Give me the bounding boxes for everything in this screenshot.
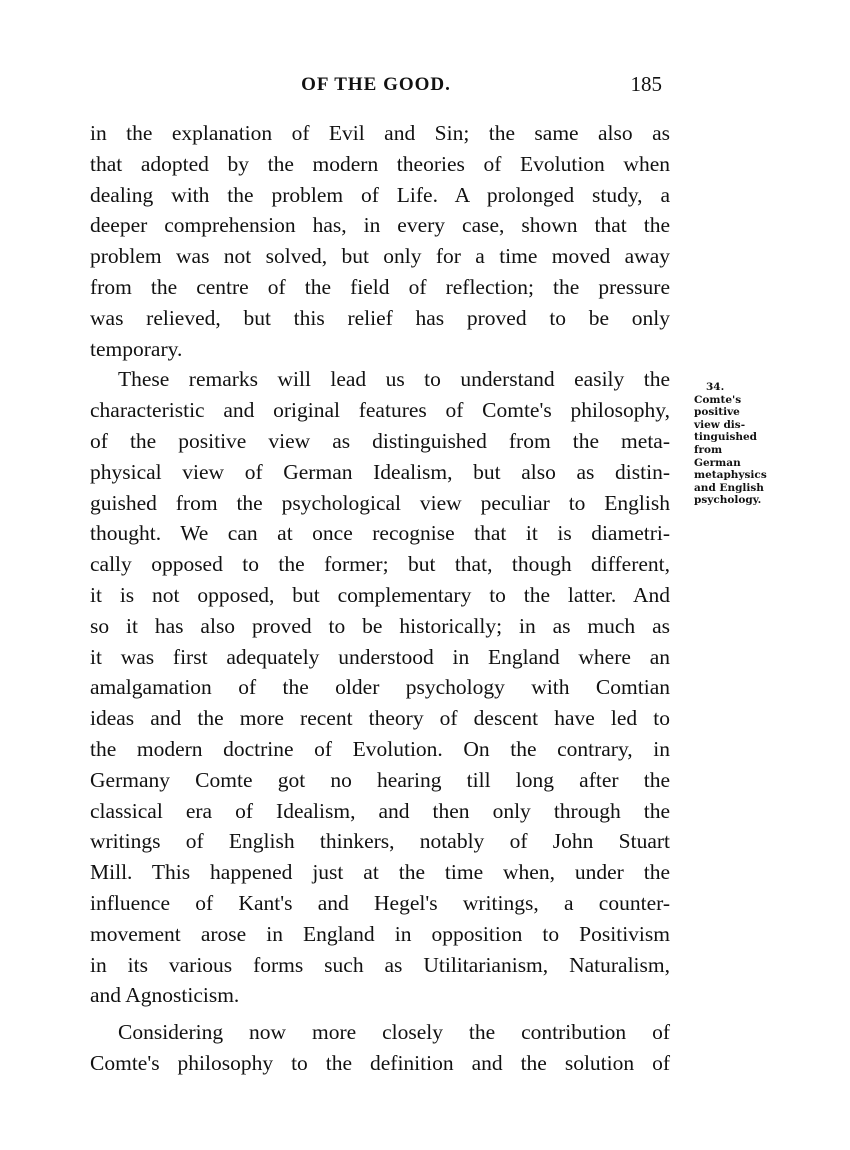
text-line: Considering now more closely the contribution of (118, 1020, 670, 1045)
margin-note-line: view dis- (694, 418, 746, 431)
text-line: it was first adequately understood in England where an (90, 644, 670, 669)
margin-note-line: and English (694, 481, 764, 494)
text-line: ideas and the more recent theory of descent have led to (90, 706, 670, 731)
text-line: classical era of Idealism, and then only through the (90, 798, 670, 823)
text-line: movement arose in England in opposition to Positivism (90, 921, 670, 946)
text-line: amalgamation of the older psychology with Comtian (90, 675, 670, 700)
text-line: These remarks will lead us to understand easily the (118, 367, 670, 392)
margin-note-line: from (694, 443, 723, 456)
text-line: in the explanation of Evil and Sin; the same also as (90, 121, 670, 145)
text-line: so it has also proved to be historically; in as much as (90, 613, 670, 638)
margin-note-line: psychology. (694, 494, 762, 507)
text-line: physical view of German Idealism, but also as distin- (90, 459, 670, 484)
margin-note (694, 381, 774, 507)
text-line: it is not opposed, but complementary to the latter. And (90, 582, 670, 607)
text-line: Comte's philosophy to the definition and the solution of (90, 1050, 670, 1075)
text-line: writings of English thinkers, notably of John Stuart (90, 829, 670, 854)
text-line: the modern doctrine of Evolution. On the contrary, in (90, 736, 670, 761)
text-line: from the centre of the field of reflection; the pressure (90, 274, 670, 299)
text-line: of the positive view as distinguished from the meta- (90, 428, 670, 453)
text-line: was relieved, but this relief has proved to be only (90, 305, 670, 330)
text-line: thought. We can at once recognise that it is diametri- (90, 521, 670, 546)
margin-note-line: positive (694, 406, 740, 419)
text-line: deeper comprehension has, in every case, shown that the (90, 213, 670, 238)
paragraph-1 (90, 118, 670, 364)
running-head (90, 74, 662, 104)
running-title: OF THE GOOD. (301, 74, 451, 95)
text-line: Germany Comte got no hearing till long after the (90, 767, 670, 792)
body-text (90, 118, 670, 1079)
margin-note-line: metaphysics (694, 469, 767, 482)
text-line: characteristic and original features of Comte's philosophy, (90, 398, 670, 423)
text-line: Mill. This happened just at the time when, under the (90, 860, 670, 885)
text-line: guished from the psychological view peculiar to English (90, 490, 670, 515)
text-line: problem was not solved, but only for a time moved away (90, 244, 670, 269)
paragraph-3 (90, 1017, 670, 1079)
text-line: temporary. (90, 336, 183, 361)
text-line: influence of Kant's and Hegel's writings, a counter- (90, 890, 670, 915)
page-number: 185 (630, 72, 662, 96)
margin-note-line: tinguished (694, 431, 758, 444)
text-line: cally opposed to the former; but that, though different, (90, 552, 670, 577)
text-line: dealing with the problem of Life. A prolonged study, a (90, 182, 670, 207)
text-line: that adopted by the modern theories of Evolution when (90, 151, 670, 176)
margin-note-line: Comte's (694, 393, 742, 406)
paragraph-2 (90, 364, 670, 1011)
text-line: and Agnosticism. (90, 983, 240, 1008)
text-line: in its various forms such as Utilitarianism, Naturalism, (90, 952, 670, 977)
margin-note-line: German (694, 456, 741, 469)
margin-note-number: 34. (706, 381, 725, 393)
